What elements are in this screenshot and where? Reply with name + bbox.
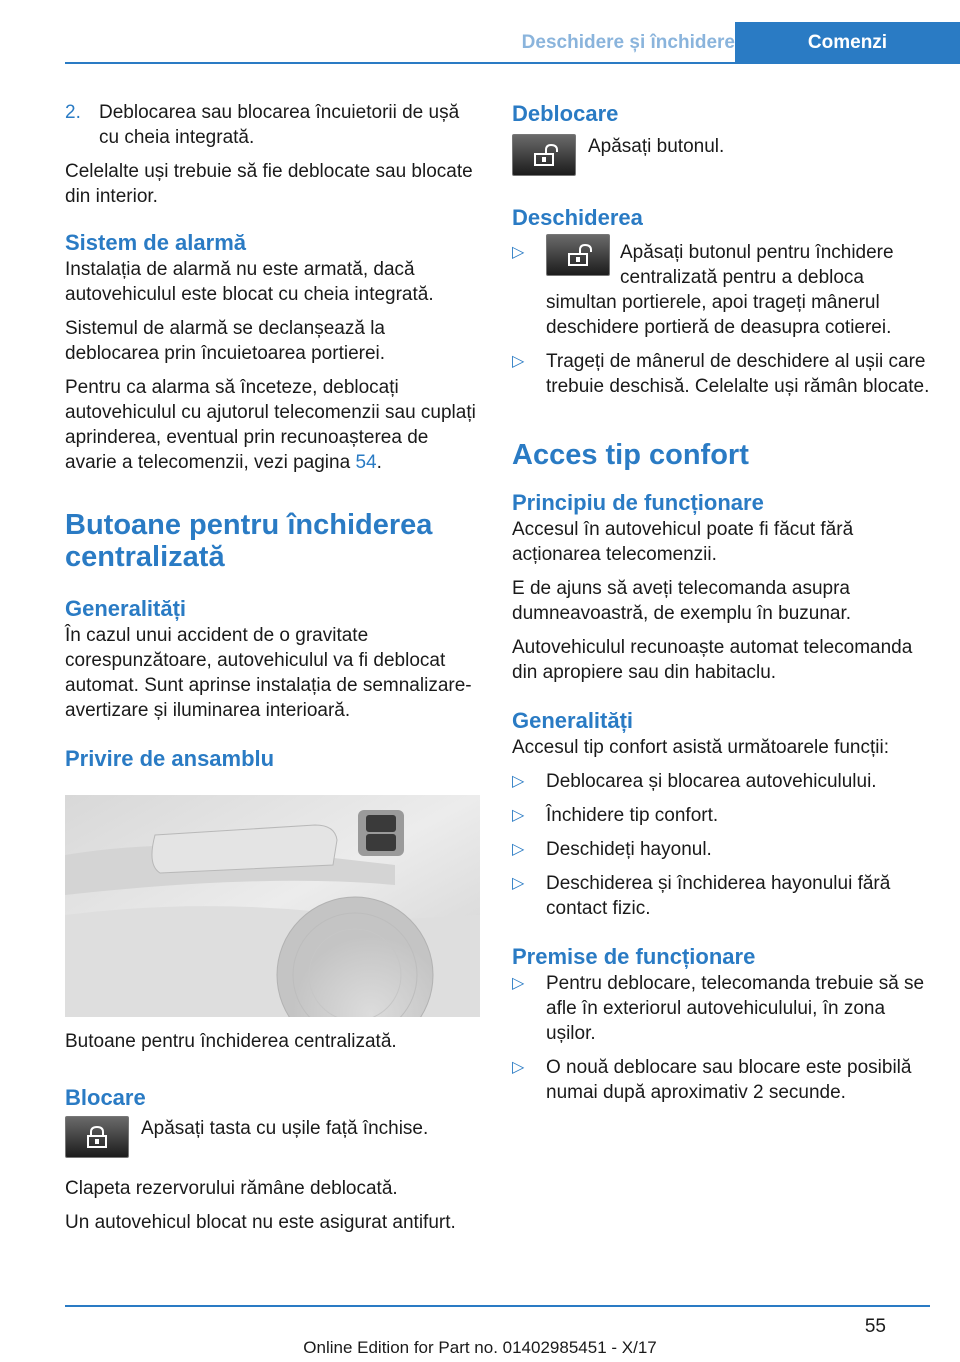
paragraph: Clapeta rezervorului rămâne deblocată. (65, 1178, 398, 1199)
bullet-icon: ▷ (512, 807, 525, 824)
paragraph (65, 375, 477, 475)
list-item-text: Deschiderea și închiderea hayonului fără contact fizic. (546, 873, 891, 919)
unlock-instruction (512, 134, 930, 176)
bullet-icon: ▷ (512, 975, 525, 992)
bullet-icon: ▷ (512, 875, 525, 892)
list-item (512, 769, 930, 794)
section-heading-principle: Principiu de funcționare (512, 490, 764, 515)
list-item (512, 803, 930, 828)
list-item (512, 871, 930, 921)
paragraph: Instalația de alarmă nu este armată, dacă autovehiculul este blocat cu cheia integrată. (65, 259, 434, 305)
page-number: 55 (864, 1316, 886, 1337)
list-item (512, 240, 930, 340)
bullet-icon: ▷ (512, 1059, 525, 1076)
list-item (512, 971, 930, 1046)
list-item (512, 1055, 930, 1105)
paragraph-end: . (376, 452, 382, 473)
list-item-text: Deschideți hayonul. (546, 839, 712, 860)
unlock-button-icon (512, 134, 576, 176)
section-heading-open: Deschiderea (512, 205, 643, 230)
list-item-text: Apăsați butonul pentru închidere centralizată pentru a debloca simultan portierele, apoi trageți mânerul deschidere portieră de deasupra cotierei. (546, 242, 894, 338)
chapter-heading-buttons: Butoane pentru închiderea centralizată (65, 509, 433, 573)
list-item (512, 349, 930, 399)
section-heading-alarm: Sistem de alarmă (65, 230, 246, 255)
numbered-item-2 (65, 100, 477, 150)
paragraph: Celelalte uși trebuie să fie deblocate sau blocate din interior. (65, 161, 473, 207)
chapter-heading-comfort: Acces tip confort (512, 439, 749, 471)
door-panel-photo (65, 795, 480, 1017)
lock-button-icon (65, 1116, 129, 1158)
list-item (512, 837, 930, 862)
paragraph-text: Pentru ca alarma să înceteze, deblocați autovehiculul cu ajutorul telecomenzii sau cuplați aprinderea, eventual prin recunoașterea de avarie a telecomenzii, vezi pagina (65, 377, 476, 473)
section-heading-general: Generalități (65, 596, 187, 621)
right-column (512, 100, 930, 1114)
header-section-title: Deschidere și închidere (521, 32, 735, 53)
bullet-icon: ▷ (512, 244, 525, 261)
paragraph: În cazul unui accident de o gravitate corespunzătoare, autovehiculul va fi deblocat automat. Sunt aprinse instalația de semnalizare-avertizare și iluminarea interioară. (65, 625, 472, 721)
list-item-text: Trageți de mânerul de deschidere al ușii care trebuie deschisă. Celelalte uși rămân blocate. (546, 351, 930, 397)
paragraph: Sistemul de alarmă se declanșează la deblocarea prin încuietoarea portierei. (65, 318, 386, 364)
bullet-icon: ▷ (512, 841, 525, 858)
page-header (65, 22, 960, 64)
paragraph: Accesul tip confort asistă următoarele funcții: (512, 737, 890, 758)
left-column (65, 100, 477, 1244)
page-link[interactable]: 54 (355, 452, 377, 473)
edition-note: Online Edition for Part no. 01402985451 - X/17 (303, 1338, 657, 1357)
section-heading-general-comfort: Generalități (512, 708, 634, 733)
item-number: 2. (65, 102, 81, 123)
list-item-text: O nouă deblocare sau blocare este posibilă numai după aproximativ 2 secunde. (546, 1057, 912, 1103)
section-heading-unlock: Deblocare (512, 101, 619, 126)
paragraph: Un autovehicul blocat nu este asigurat antifurt. (65, 1212, 456, 1233)
lock-instruction (65, 1116, 477, 1158)
section-heading-overview: Privire de ansamblu (65, 746, 275, 771)
photo-caption: Butoane pentru închiderea centralizată. (65, 1031, 397, 1052)
lock-instruction-text: Apăsați tasta cu ușile față închise. (141, 1118, 429, 1139)
footer-rule (65, 1305, 930, 1307)
list-item-text: Închidere tip confort. (546, 805, 719, 826)
unlock-instruction-text: Apăsați butonul. (588, 136, 725, 157)
unlock-button-icon (546, 234, 610, 276)
list-item-text: Deblocarea și blocarea autovehiculului. (546, 771, 877, 792)
item-text: Deblocarea sau blocarea încuietorii de ușă cu cheia integrată. (99, 102, 460, 148)
section-heading-lock: Blocare (65, 1085, 146, 1110)
header-chapter-tab: Comenzi (735, 22, 960, 62)
list-item-text: Pentru deblocare, telecomanda trebuie să se afle în exteriorul autovehiculului, în zona ușilor. (546, 973, 925, 1044)
paragraph: Autovehiculul recunoaște automat telecomanda din apropiere sau din habitaclu. (512, 637, 913, 683)
paragraph: E de ajuns să aveți telecomanda asupra dumneavoastră, de exemplu în buzunar. (512, 578, 852, 624)
paragraph: Accesul în autovehicul poate fi făcut fără acționarea telecomenzii. (512, 519, 854, 565)
bullet-icon: ▷ (512, 773, 525, 790)
section-heading-premise: Premise de funcționare (512, 944, 756, 969)
bullet-icon: ▷ (512, 353, 525, 370)
